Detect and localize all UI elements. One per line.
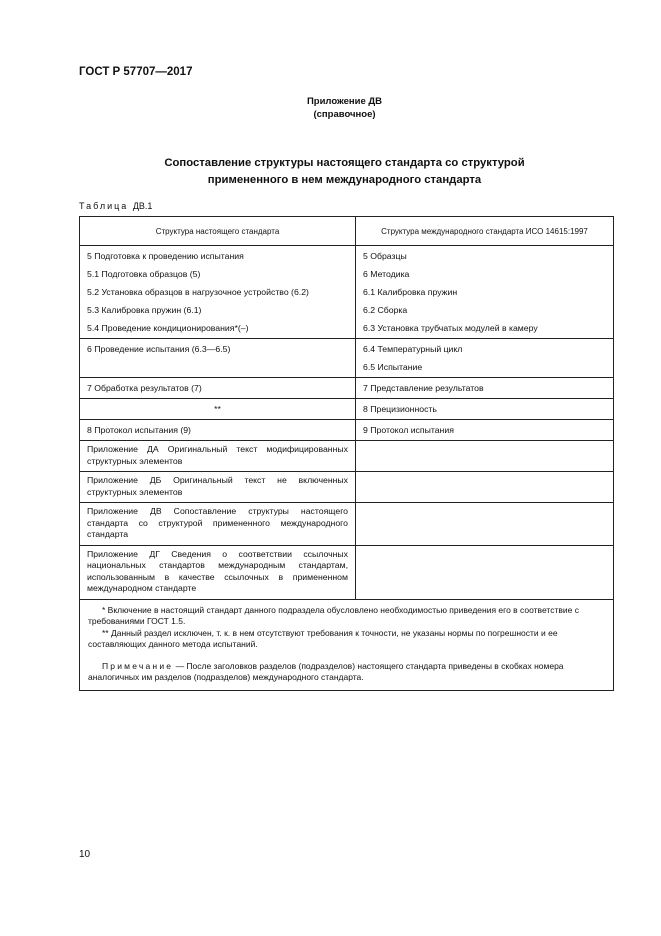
cell-line: 8 Протокол испытания (9) bbox=[87, 425, 191, 435]
table-row bbox=[80, 339, 614, 378]
cell-line: 8 Прецизионность bbox=[363, 404, 437, 414]
table-cell bbox=[356, 378, 614, 399]
table-cell bbox=[80, 378, 356, 399]
cell-line: 6.3 Установка трубчатых модулей в камеру bbox=[363, 323, 538, 333]
table-row bbox=[80, 378, 614, 399]
excluded-marker: ** bbox=[214, 404, 221, 414]
cell-text: Приложение ДБ Оригинальный текст не включенных структурных элементов bbox=[87, 475, 348, 497]
table-footnotes bbox=[80, 599, 614, 690]
section-title-line2: примененного в нем международного стандарта bbox=[207, 174, 482, 186]
cell-line: 6.2 Сборка bbox=[363, 305, 408, 315]
table-cell-empty bbox=[356, 503, 614, 546]
structure-comparison-table bbox=[79, 216, 614, 691]
table-header-row bbox=[80, 217, 614, 246]
table-cell-empty bbox=[356, 441, 614, 472]
table-row bbox=[80, 246, 614, 339]
footnote-2: ** Данный раздел исключен, т. к. в нем отсутствуют требования к точности, не указаны нормы по погрешности и ее составляющих данного метода испытаний. bbox=[88, 627, 558, 649]
table-cell bbox=[80, 472, 356, 503]
cell-line: 5.1 Подготовка образцов (5) bbox=[87, 269, 201, 279]
table-cell-empty bbox=[356, 472, 614, 503]
table-caption-word: Таблица bbox=[79, 201, 129, 211]
table-cell bbox=[80, 246, 356, 339]
note-label: Примечание bbox=[102, 660, 174, 671]
document-code: ГОСТ Р 57707—2017 bbox=[79, 66, 193, 78]
table-note bbox=[88, 661, 605, 684]
table-cell bbox=[356, 420, 614, 441]
table-row bbox=[80, 503, 614, 546]
header-national-structure: Структура настоящего стандарта bbox=[80, 217, 356, 246]
table-footnotes-row bbox=[80, 599, 614, 690]
table-cell bbox=[80, 399, 356, 420]
cell-line: 5 Образцы bbox=[363, 251, 407, 261]
cell-line: 6.1 Калибровка пружин bbox=[363, 287, 458, 297]
appendix-subtitle: (справочное) bbox=[313, 109, 376, 120]
table-cell bbox=[80, 441, 356, 472]
table-caption-number: ДВ.1 bbox=[132, 201, 153, 211]
cell-line: 9 Протокол испытания bbox=[363, 425, 454, 435]
table-cell bbox=[356, 399, 614, 420]
cell-line: 6.4 Температурный цикл bbox=[363, 344, 463, 354]
cell-text: Приложение ДА Оригинальный текст модифицированных структурных элементов bbox=[87, 444, 348, 466]
table-cell bbox=[80, 503, 356, 546]
table-cell bbox=[356, 339, 614, 378]
cell-line: 5 Подготовка к проведению испытания bbox=[87, 251, 244, 261]
table-row bbox=[80, 441, 614, 472]
table-cell bbox=[80, 545, 356, 599]
table-row bbox=[80, 545, 614, 599]
cell-line: 6 Проведение испытания (6.3—6.5) bbox=[87, 344, 231, 354]
cell-line: 7 Представление результатов bbox=[363, 383, 484, 393]
table-row bbox=[80, 399, 614, 420]
cell-line: 6 Методика bbox=[363, 269, 410, 279]
cell-line: 5.4 Проведение кондиционирования*(–) bbox=[87, 323, 249, 333]
table-cell bbox=[80, 420, 356, 441]
cell-line: 7 Обработка результатов (7) bbox=[87, 383, 202, 393]
cell-line: 5.2 Установка образцов в нагрузочное устройство (6.2) bbox=[87, 287, 309, 297]
footnote-1: * Включение в настоящий стандарт данного подраздела обусловлено необходимостью приведения его в соответствие с требованиями ГОСТ 1.5. bbox=[88, 604, 579, 626]
note-text: — После заголовков разделов (подразделов) настоящего стандарта приведены в скобках номера аналогичных им разделов (подразделов) международного стандарта. bbox=[88, 660, 564, 682]
table-caption bbox=[79, 201, 152, 211]
cell-text: Приложение ДГ Сведения о соответствии ссылочных национальных стандартов международным стандартам, использованным в качестве ссылочных в примененном международном стандарте bbox=[87, 548, 348, 593]
table-row bbox=[80, 420, 614, 441]
cell-line: 5.3 Калибровка пружин (6.1) bbox=[87, 305, 202, 315]
cell-line: 6.5 Испытание bbox=[363, 362, 423, 372]
table-cell bbox=[80, 339, 356, 378]
appendix-title: Приложение ДВ bbox=[306, 96, 383, 107]
cell-text: Приложение ДВ Сопоставление структуры настоящего стандарта со структурой примененного международного стандарта bbox=[87, 506, 348, 539]
table-cell bbox=[356, 246, 614, 339]
page-number: 10 bbox=[79, 849, 91, 860]
section-title-line1: Сопоставление структуры настоящего стандарта со структурой bbox=[164, 157, 525, 169]
header-international-structure: Структура международного стандарта ИСО 14615:1997 bbox=[356, 217, 614, 246]
table-row bbox=[80, 472, 614, 503]
table-cell-empty bbox=[356, 545, 614, 599]
